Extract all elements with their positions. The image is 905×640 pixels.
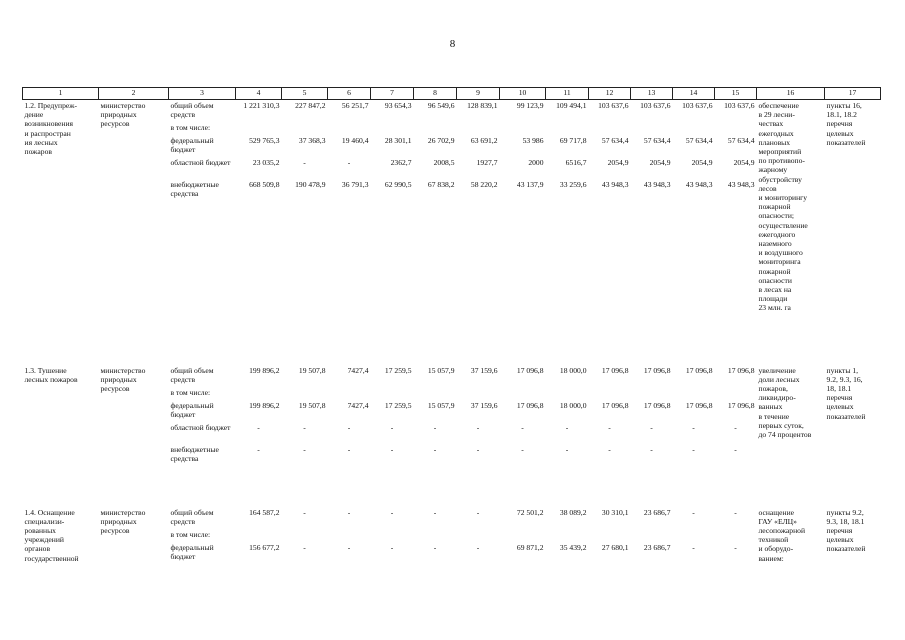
program-activities-table	[22, 87, 881, 577]
year-column	[457, 365, 500, 507]
amount-value: -	[476, 507, 480, 517]
amount-value: -	[608, 422, 611, 432]
amount-value	[238, 123, 280, 136]
amount-value: -	[692, 444, 695, 454]
funding-source-label: федеральный бюджет	[170, 542, 214, 561]
amount-value: -	[303, 158, 306, 167]
amount-value: 57 634,4	[685, 136, 713, 145]
amount-value: -	[734, 444, 737, 454]
amount-value: 103 637,6	[640, 101, 671, 110]
amount-value: 227 847,2	[295, 101, 326, 110]
amount-value	[330, 123, 369, 136]
year-column	[500, 100, 546, 365]
amount-value: -	[257, 444, 260, 454]
amount-value: -	[390, 444, 394, 454]
column-number: 14	[673, 88, 715, 100]
funding-source-label: федеральный бюджет	[170, 400, 214, 419]
amount-value: -	[565, 422, 569, 432]
funding-source-label: общий объем средств	[170, 365, 214, 384]
amount-value: -	[347, 444, 351, 454]
amount-value: -	[303, 542, 306, 552]
amount-value: 2000	[528, 158, 544, 167]
target-indicators: пункты 16, 18.1, 18.2 перечня целевых показателей	[826, 101, 866, 147]
amount-value: 668 509,8	[249, 180, 280, 189]
amount-value: 17 096,8	[601, 400, 629, 410]
amount-value: 30 310,1	[601, 507, 629, 517]
amount-value: 43 948,3	[727, 180, 755, 189]
funding-source-label: в том числе:	[170, 123, 211, 132]
column-number: 13	[631, 88, 673, 100]
amount-value: 17 096,8	[685, 400, 713, 410]
amount-value: 72 501,2	[516, 507, 544, 517]
amount-value: 103 637,6	[598, 101, 629, 110]
column-number: 10	[500, 88, 546, 100]
amount-value: 128 839,1	[467, 101, 498, 110]
amount-value	[459, 530, 498, 543]
amount-value: 53 986	[522, 136, 544, 145]
funding-source-label: общий объем средств	[170, 507, 214, 526]
amount-value: 99 123,9	[516, 101, 544, 110]
year-column	[457, 100, 500, 365]
activity-name: 1.3. Тушение лесных пожаров	[24, 365, 78, 384]
activity-name: 1.4. Оснащение специализи- рованных учреждений органов государственной	[24, 507, 79, 563]
year-column	[328, 507, 371, 577]
funding-source-label: в том числе:	[170, 387, 211, 397]
column-number: 6	[328, 88, 371, 100]
year-column	[371, 507, 414, 577]
year-column	[282, 365, 328, 507]
amount-value: 199 896,2	[249, 400, 280, 410]
amount-value: 103 637,6	[682, 101, 713, 110]
activity-name: 1.2. Предупреж- дение возникновения и распростран ия лесных пожаров	[24, 101, 78, 157]
expected-result: обеспечение в 29 лесни- чествах ежегодных плановых мероприятий по противопо- жарному обустройству лесов и мониторингу пожарной опасности; осуществление ежегодного наземного и воздушного мониторинга пожарной опасности в лесах на площади 23 млн. га	[758, 101, 808, 313]
amount-value: -	[257, 422, 260, 432]
year-column	[673, 100, 715, 365]
amount-value: 19 507,8	[298, 400, 326, 410]
amount-value: 18 000,0	[559, 400, 587, 410]
amount-value: 7427,4	[347, 400, 369, 410]
amount-value: -	[476, 422, 480, 432]
amount-value: 69 717,8	[559, 136, 587, 145]
column-number: 11	[546, 88, 589, 100]
amount-value: 15 057,9	[427, 365, 455, 375]
amount-value: 17 096,8	[727, 400, 755, 410]
amount-value: 199 896,2	[249, 365, 280, 375]
amount-value	[591, 530, 629, 543]
amount-value: 67 838,2	[427, 180, 455, 189]
amount-value: -	[303, 507, 306, 517]
amount-value: 37 159,6	[470, 400, 498, 410]
amount-value: -	[608, 444, 611, 454]
column-number: 12	[589, 88, 631, 100]
year-column	[500, 365, 546, 507]
amount-value: 19 507,8	[298, 365, 326, 375]
year-column	[328, 365, 371, 507]
amount-value: -	[347, 542, 351, 552]
amount-value	[238, 388, 280, 401]
amount-value: 43 948,3	[685, 180, 713, 189]
amount-value: 36 791,3	[341, 180, 369, 189]
amount-value	[502, 530, 544, 543]
year-column	[631, 507, 673, 577]
year-column	[589, 100, 631, 365]
amount-value: -	[347, 158, 351, 167]
amount-value: -	[303, 444, 306, 454]
header-row	[23, 88, 881, 100]
amount-value: 43 137,9	[516, 180, 544, 189]
amount-value	[675, 123, 713, 136]
amount-value: -	[433, 444, 437, 454]
amount-value: 33 259,6	[559, 180, 587, 189]
page-number: 8	[449, 38, 456, 50]
amount-value: 17 259,5	[384, 365, 412, 375]
year-column	[715, 100, 757, 365]
amount-value: 1927,7	[476, 158, 498, 167]
year-column	[715, 507, 757, 577]
year-column	[236, 507, 282, 577]
amount-value	[502, 388, 544, 401]
amount-value: 35 439,2	[559, 542, 587, 552]
amount-value: -	[734, 507, 737, 517]
amount-value	[284, 123, 326, 136]
amount-value: -	[692, 507, 695, 517]
year-column	[631, 365, 673, 507]
amount-value: 15 057,9	[427, 400, 455, 410]
year-column	[673, 507, 715, 577]
year-column	[236, 100, 282, 365]
funding-source-label: внебюджетные средства	[170, 444, 219, 463]
column-number: 17	[825, 88, 881, 100]
amount-value: 57 634,4	[727, 136, 755, 145]
amount-value: 57 634,4	[643, 136, 671, 145]
amount-value: 17 259,5	[384, 400, 412, 410]
amount-value: 2362,7	[390, 158, 412, 167]
amount-value	[717, 388, 755, 401]
amount-value	[591, 123, 629, 136]
amount-value: 2054,9	[691, 158, 713, 167]
amount-value: 18 000,0	[559, 365, 587, 375]
amount-value: -	[390, 542, 394, 552]
year-column	[414, 507, 457, 577]
amount-value: 37 368,3	[298, 136, 326, 145]
amount-value: -	[390, 507, 394, 517]
amount-value: 2008,5	[433, 158, 455, 167]
column-number: 3	[169, 88, 236, 100]
amount-value	[633, 388, 671, 401]
amount-value: -	[650, 444, 653, 454]
amount-value: -	[692, 422, 695, 432]
amount-value: 2054,9	[607, 158, 629, 167]
amount-value: 27 680,1	[601, 542, 629, 552]
executor: министерство природных ресурсов	[100, 365, 146, 393]
amount-value	[459, 388, 498, 401]
amount-value: 17 096,8	[601, 365, 629, 375]
year-column	[673, 365, 715, 507]
amount-value	[675, 388, 713, 401]
amount-value	[373, 123, 412, 136]
section-row	[23, 100, 881, 365]
amount-value: 56 251,7	[341, 101, 369, 110]
year-column	[589, 507, 631, 577]
year-column	[546, 365, 589, 507]
amount-value: 23 035,2	[252, 158, 280, 167]
year-column	[546, 507, 589, 577]
amount-value: 529 765,3	[249, 136, 280, 145]
section-row	[23, 507, 881, 577]
funding-sources	[169, 507, 236, 577]
column-number: 1	[23, 88, 99, 100]
section-row	[23, 365, 881, 507]
amount-value: -	[347, 422, 351, 432]
amount-value	[548, 530, 587, 543]
year-column	[371, 100, 414, 365]
amount-value: 62 990,5	[384, 180, 412, 189]
amount-value	[330, 530, 369, 543]
amount-value: -	[521, 444, 524, 454]
year-column	[236, 365, 282, 507]
amount-value: -	[650, 422, 653, 432]
amount-value: 2054,9	[733, 158, 755, 167]
amount-value: 93 654,3	[384, 101, 412, 110]
amount-value: -	[692, 542, 695, 552]
year-column	[589, 365, 631, 507]
funding-source-label: общий объем средств	[170, 101, 214, 120]
amount-value: 17 096,8	[643, 365, 671, 375]
column-number: 2	[99, 88, 169, 100]
column-number: 16	[757, 88, 825, 100]
amount-value: 156 677,2	[249, 542, 280, 552]
amount-value: 43 948,3	[601, 180, 629, 189]
year-column	[500, 507, 546, 577]
amount-value	[373, 388, 412, 401]
year-column	[414, 100, 457, 365]
amount-value: -	[734, 542, 737, 552]
column-number: 15	[715, 88, 757, 100]
expected-result: оснащение ГАУ «ЕЛЦ» лесопожарной техникой и оборудо- ванием:	[758, 507, 806, 563]
year-column	[457, 507, 500, 577]
amount-value: 69 871,2	[516, 542, 544, 552]
amount-value: 43 948,3	[643, 180, 671, 189]
amount-value: 190 478,9	[295, 180, 326, 189]
funding-source-label: областной бюджет	[170, 422, 231, 432]
amount-value: -	[565, 444, 569, 454]
executor: министерство природных ресурсов	[100, 101, 146, 129]
column-number: 9	[457, 88, 500, 100]
funding-sources	[169, 100, 236, 365]
amount-value: 17 096,8	[643, 400, 671, 410]
amount-value	[717, 530, 755, 543]
amount-value: -	[433, 507, 437, 517]
amount-value: 2054,9	[649, 158, 671, 167]
amount-value: 103 637,6	[724, 101, 755, 110]
amount-value: -	[734, 422, 737, 432]
amount-value	[548, 123, 587, 136]
amount-value	[591, 388, 629, 401]
column-number: 5	[282, 88, 328, 100]
amount-value: -	[433, 422, 437, 432]
amount-value: 28 301,1	[384, 136, 412, 145]
amount-value: 96 549,6	[427, 101, 455, 110]
amount-value	[633, 123, 671, 136]
funding-source-label: федеральный бюджет	[170, 136, 214, 155]
amount-value	[330, 388, 369, 401]
year-column	[546, 100, 589, 365]
amount-value: 63 691,2	[470, 136, 498, 145]
amount-value	[459, 123, 498, 136]
amount-value: 38 089,2	[559, 507, 587, 517]
year-column	[371, 365, 414, 507]
amount-value: 17 096,8	[685, 365, 713, 375]
amount-value: 23 686,7	[643, 507, 671, 517]
amount-value: 19 460,4	[341, 136, 369, 145]
year-column	[282, 507, 328, 577]
year-column	[715, 365, 757, 507]
amount-value	[238, 530, 280, 543]
amount-value: 1 221 310,3	[243, 101, 280, 110]
amount-value: 17 096,8	[516, 400, 544, 410]
column-number: 8	[414, 88, 457, 100]
amount-value: 58 220,2	[470, 180, 498, 189]
amount-value: 17 096,8	[516, 365, 544, 375]
amount-value: 6516,7	[565, 158, 587, 167]
year-column	[414, 365, 457, 507]
amount-value	[284, 530, 326, 543]
year-column	[328, 100, 371, 365]
amount-value	[548, 388, 587, 401]
amount-value: -	[347, 507, 351, 517]
amount-value	[416, 388, 455, 401]
executor: министерство природных ресурсов	[100, 507, 146, 535]
amount-value: -	[390, 422, 394, 432]
amount-value	[373, 530, 412, 543]
amount-value: 164 587,2	[249, 507, 280, 517]
year-column	[282, 100, 328, 365]
amount-value	[416, 530, 455, 543]
amount-value	[416, 123, 455, 136]
amount-value: 37 159,6	[470, 365, 498, 375]
amount-value: 7427,4	[347, 365, 369, 375]
amount-value: -	[476, 444, 480, 454]
amount-value: -	[521, 422, 524, 432]
amount-value: -	[433, 542, 437, 552]
target-indicators: пункты 1, 9.2, 9.3, 16, 18, 18.1 перечня целевых показателей	[826, 365, 866, 421]
expected-result: увеличение доли лесных пожаров, ликвидиро- ванных в течение первых суток, до 74 процентов	[758, 365, 812, 439]
amount-value: 109 494,1	[556, 101, 587, 110]
amount-value: 17 096,8	[727, 365, 755, 375]
amount-value	[633, 530, 671, 543]
amount-value: 26 702,9	[427, 136, 455, 145]
amount-value: 57 634,4	[601, 136, 629, 145]
amount-value	[502, 123, 544, 136]
amount-value	[675, 530, 713, 543]
column-number: 7	[371, 88, 414, 100]
amount-value	[717, 123, 755, 136]
funding-source-label: в том числе:	[170, 529, 211, 539]
amount-value	[284, 388, 326, 401]
year-column	[631, 100, 673, 365]
funding-source-label: внебюджетные средства	[170, 180, 219, 199]
target-indicators: пункты 9.2, 9.3, 18, 18.1 перечня целевых показателей	[826, 507, 866, 554]
amount-value: -	[476, 542, 480, 552]
funding-source-label: областной бюджет	[170, 158, 231, 167]
funding-sources	[169, 365, 236, 507]
column-number: 4	[236, 88, 282, 100]
amount-value: -	[303, 422, 306, 432]
amount-value: 23 686,7	[643, 542, 671, 552]
